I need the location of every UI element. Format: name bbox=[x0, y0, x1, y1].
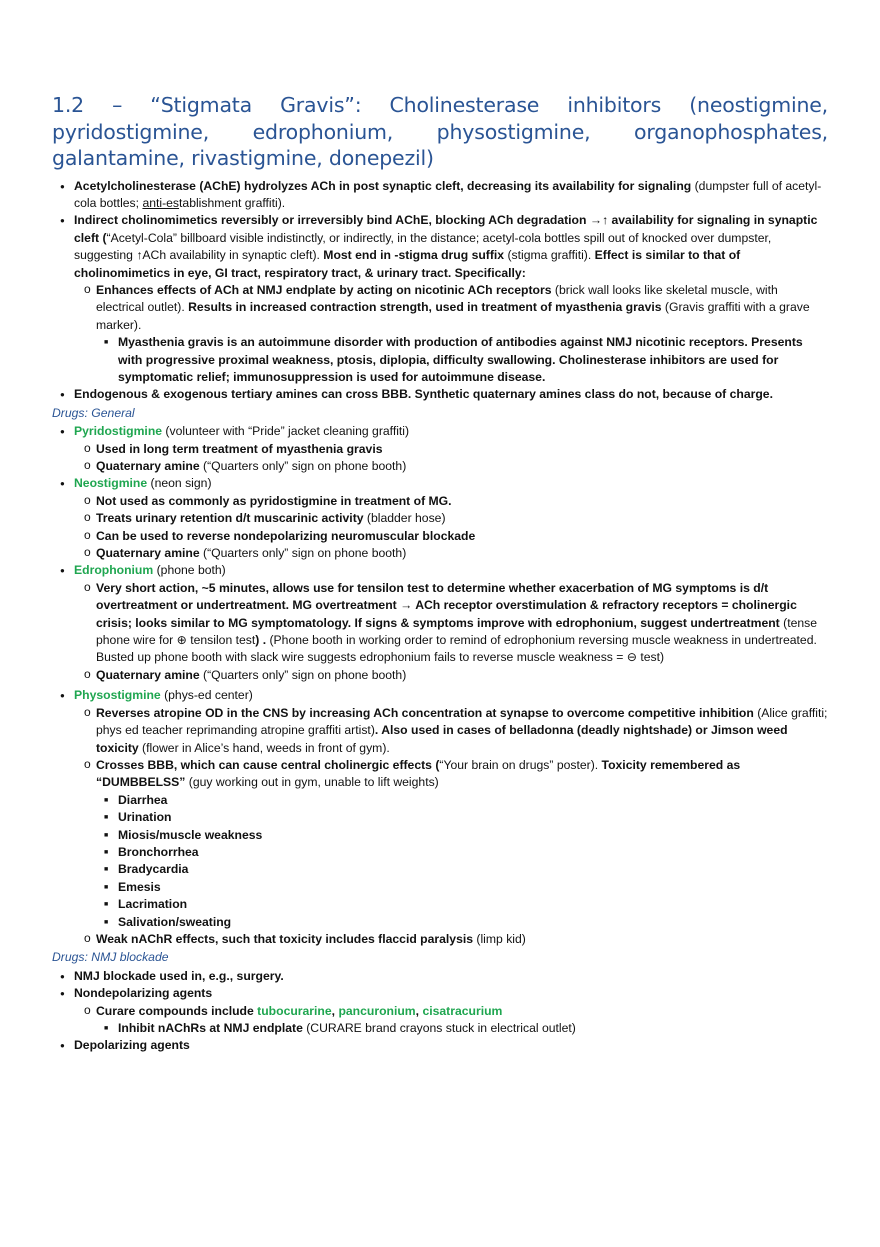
list-item-text: Salivation/sweating bbox=[118, 914, 232, 929]
list-item-bold: Quaternary amine bbox=[96, 546, 200, 561]
list-item bbox=[96, 827, 828, 844]
list-item-note: (“Quarters only” sign on phone booth) bbox=[199, 546, 407, 561]
list-item bbox=[74, 545, 828, 562]
list-item-text: Lacrimation bbox=[118, 897, 188, 912]
intro-b1-underlined: anti-es bbox=[142, 195, 180, 210]
nmj-effect-note1: (brick wall looks like skeletal muscle, with electrical outlet). bbox=[96, 282, 778, 315]
drug-name: Physostigmine bbox=[74, 688, 161, 703]
intro-b3: Endogenous & exogenous tertiary amines can cross BBB. Synthetic quaternary amines class do not, because of charge. bbox=[74, 387, 773, 402]
drug-pyridostigmine bbox=[52, 423, 828, 475]
subsublist bbox=[96, 1020, 828, 1037]
nmj-effect-bold2: Results in increased contraction strength, used in treatment of myasthenia gravis bbox=[188, 300, 662, 315]
list-item-text: Used in long term treatment of myasthenia gravis bbox=[96, 441, 383, 456]
list-item bbox=[96, 844, 828, 861]
list-item-text: Not used as commonly as pyridostigmine in treatment of MG. bbox=[96, 493, 452, 508]
list-item-bold: Treats urinary retention d/t muscarinic activity bbox=[96, 511, 364, 526]
list-item bbox=[96, 809, 828, 826]
list-item bbox=[96, 914, 828, 931]
list-item bbox=[74, 282, 828, 386]
list-item-bold: Reverses atropine OD in the CNS by increasing ACh concentration at synapse to overcome competitive inhibition bbox=[96, 705, 754, 720]
list-item-note: (Alice graffiti; phys ed teacher reprimanding atropine graffiti artist) bbox=[96, 705, 828, 738]
list-item-text: NMJ blockade used in, e.g., surgery. bbox=[74, 968, 284, 983]
list-item bbox=[74, 705, 828, 757]
list-item bbox=[52, 985, 828, 1037]
list-item-text: Bronchorrhea bbox=[118, 844, 199, 859]
nmj-effect-bold1: Enhances effects of ACh at NMJ endplate by acting on nicotinic ACh receptors bbox=[96, 282, 552, 297]
list-item-bold: . Also used in cases of belladonna (deadly nightshade) or Jimson weed toxicity bbox=[96, 723, 788, 755]
list-item-note: (tense phone wire for ⊕ tensilon test bbox=[96, 615, 818, 648]
list-item-note: (limp kid) bbox=[473, 931, 526, 946]
list-item bbox=[96, 879, 828, 896]
list-item bbox=[74, 441, 828, 458]
drug-name: tubocurarine bbox=[257, 1003, 332, 1018]
list-item-text: Depolarizing agents bbox=[74, 1038, 190, 1053]
drug-name: cisatracurium bbox=[422, 1003, 503, 1018]
list-item bbox=[74, 458, 828, 475]
list-item bbox=[52, 1037, 828, 1054]
list-item-text: Miosis/muscle weakness bbox=[118, 827, 263, 842]
list-item bbox=[52, 386, 828, 403]
drug-neostigmine bbox=[52, 475, 828, 562]
sublist bbox=[74, 493, 828, 563]
list-item-note: (guy working out in gym, unable to lift weights) bbox=[185, 775, 439, 790]
list-item-note: (bladder hose) bbox=[363, 511, 446, 526]
intro-list bbox=[52, 178, 828, 404]
drug-note: (volunteer with “Pride” jacket cleaning graffiti) bbox=[162, 424, 410, 439]
list-item-note: (“Quarters only” sign on phone booth) bbox=[199, 459, 407, 473]
list-item bbox=[74, 757, 828, 931]
list-item-bold: Weak nAChR effects, such that toxicity includes flaccid paralysis bbox=[96, 931, 474, 946]
intro-b1-note2: tablishment graffiti). bbox=[179, 195, 286, 210]
intro-b2-bold3: Effect is similar to that of cholinomimetics in eye, GI tract, respiratory tract, & urinary tract. Specifically: bbox=[74, 248, 741, 280]
intro-b1-bold: Acetylcholinesterase (AChE) hydrolyzes ACh in post synaptic cleft, decreasing its availability for signaling bbox=[74, 178, 692, 193]
list-item bbox=[74, 1003, 828, 1038]
separator: , bbox=[331, 1003, 339, 1018]
list-item-note: (“Quarters only” sign on phone booth) bbox=[199, 667, 407, 682]
list-item bbox=[96, 1020, 828, 1037]
drug-name: Edrophonium bbox=[74, 563, 154, 578]
intro-b1-note1: (dumpster full of acetyl-cola bottles; bbox=[74, 178, 822, 210]
list-item-bold: Quaternary amine bbox=[96, 459, 200, 473]
list-item-bold: Curare compounds include bbox=[96, 1003, 258, 1018]
list-item bbox=[96, 334, 828, 386]
sublist bbox=[74, 705, 828, 949]
list-item-text: Can be used to reverse nondepolarizing neuromuscular blockade bbox=[96, 528, 476, 543]
list-item bbox=[74, 510, 828, 527]
separator: , bbox=[415, 1003, 423, 1018]
drug-note: (phone both) bbox=[153, 563, 226, 578]
drug-physostigmine bbox=[52, 687, 828, 948]
sublist bbox=[74, 580, 828, 684]
list-item-note: (flower in Alice’s hand, weeds in front of gym). bbox=[138, 740, 390, 755]
document-page bbox=[52, 92, 828, 1055]
drug-note: (phys-ed center) bbox=[160, 688, 253, 703]
list-item-bold: Very short action, ~5 minutes, allows use for tensilon test to determine whether exacerbation of MG symptoms is d/t overtreatment or undertreatment. MG overtreatment → ACh receptor overstimulation & refractory receptors = cholinergic crisis; looks similar to MG symptomatology. If signs & symptoms improve with edrophonium, suggest undertreatment bbox=[96, 580, 797, 630]
section-heading-general: Drugs: General bbox=[52, 405, 135, 420]
list-item bbox=[96, 861, 828, 878]
intro-b2-bold2: Most end in -stigma drug suffix bbox=[323, 248, 505, 263]
intro-b2-bold1: Indirect cholinomimetics reversibly or irreversibly bind AChE, blocking ACh degradation →↑ availability for signaling in synaptic cleft ( bbox=[74, 213, 818, 245]
list-item-text: Urination bbox=[118, 810, 172, 825]
list-item bbox=[74, 580, 828, 667]
subsublist bbox=[96, 334, 828, 386]
intro-b2-note2: (stigma graffiti). bbox=[504, 248, 595, 263]
list-item bbox=[74, 528, 828, 545]
list-item-note: (CURARE brand crayons stuck in electrical outlet) bbox=[302, 1021, 576, 1035]
list-item-bold: Quaternary amine bbox=[96, 667, 200, 682]
list-item-bold: Crosses BBB, which can cause central cholinergic effects ( bbox=[96, 757, 440, 772]
list-item-text: Diarrhea bbox=[118, 792, 168, 807]
nmj-list bbox=[52, 968, 828, 1055]
myasthenia-gravis-text: Myasthenia gravis is an autoimmune disorder with production of antibodies against NMJ nicotinic receptors. Presents with progressive proximal weakness, ptosis, diplopia, difficulty swallowing. Cholinesterase inhibitors are used for symptomatic relief; immunosuppression is used for autoimmune disease. bbox=[118, 335, 803, 384]
list-item bbox=[52, 212, 828, 386]
list-item-text: Nondepolarizing agents bbox=[74, 986, 213, 1001]
list-item-bold: Toxicity remembered as “DUMBBELSS” bbox=[96, 757, 741, 790]
drug-name: Neostigmine bbox=[74, 476, 148, 491]
drug-edrophonium bbox=[52, 562, 828, 684]
section-heading-nmj: Drugs: NMJ blockade bbox=[52, 950, 169, 965]
list-item bbox=[74, 493, 828, 510]
list-item bbox=[52, 968, 828, 985]
list-item bbox=[52, 178, 828, 213]
page-title: 1.2 – “Stigmata Gravis”: Cholinesterase inhibitors (neostigmine, pyridostigmine, edrophonium, physostigmine, organophosphates, galantamine, rivastigmine, donepezil) bbox=[52, 93, 828, 170]
general-drugs-list bbox=[52, 423, 828, 948]
list-item-note: “Your brain on drugs” poster). bbox=[439, 757, 602, 772]
list-item-bold: Inhibit nAChRs at NMJ endplate bbox=[118, 1021, 303, 1035]
list-item-text: Emesis bbox=[118, 879, 161, 894]
sublist bbox=[74, 441, 828, 476]
list-item-note: (Phone booth in working order to remind of edrophonium reversing muscle weakness in undertreated. Busted up phone booth with slack wire suggests edrophonium fails to reverse muscle weakness = ⊖ test) bbox=[96, 633, 817, 665]
intro-b2-note1: “Acetyl-Cola” billboard visible indistinctly, or indirectly, in the distance; acetyl-cola bottles spill out of knocked over dumpster, suggesting ↑ACh availability in synaptic cleft). bbox=[74, 230, 772, 263]
list-item bbox=[96, 896, 828, 913]
list-item-text: Bradycardia bbox=[118, 862, 189, 877]
list-item-bold: ) . bbox=[255, 633, 267, 648]
drug-name: pancuronium bbox=[338, 1003, 416, 1018]
list-item bbox=[74, 931, 828, 948]
dumbbelss-list bbox=[96, 792, 828, 931]
sublist bbox=[74, 1003, 828, 1038]
sublist bbox=[74, 282, 828, 386]
list-item bbox=[96, 792, 828, 809]
drug-note: (neon sign) bbox=[147, 476, 212, 491]
nmj-effect-note2: (Gravis graffiti with a grave marker). bbox=[96, 300, 810, 332]
drug-name: Pyridostigmine bbox=[74, 424, 163, 439]
list-item bbox=[74, 667, 828, 684]
